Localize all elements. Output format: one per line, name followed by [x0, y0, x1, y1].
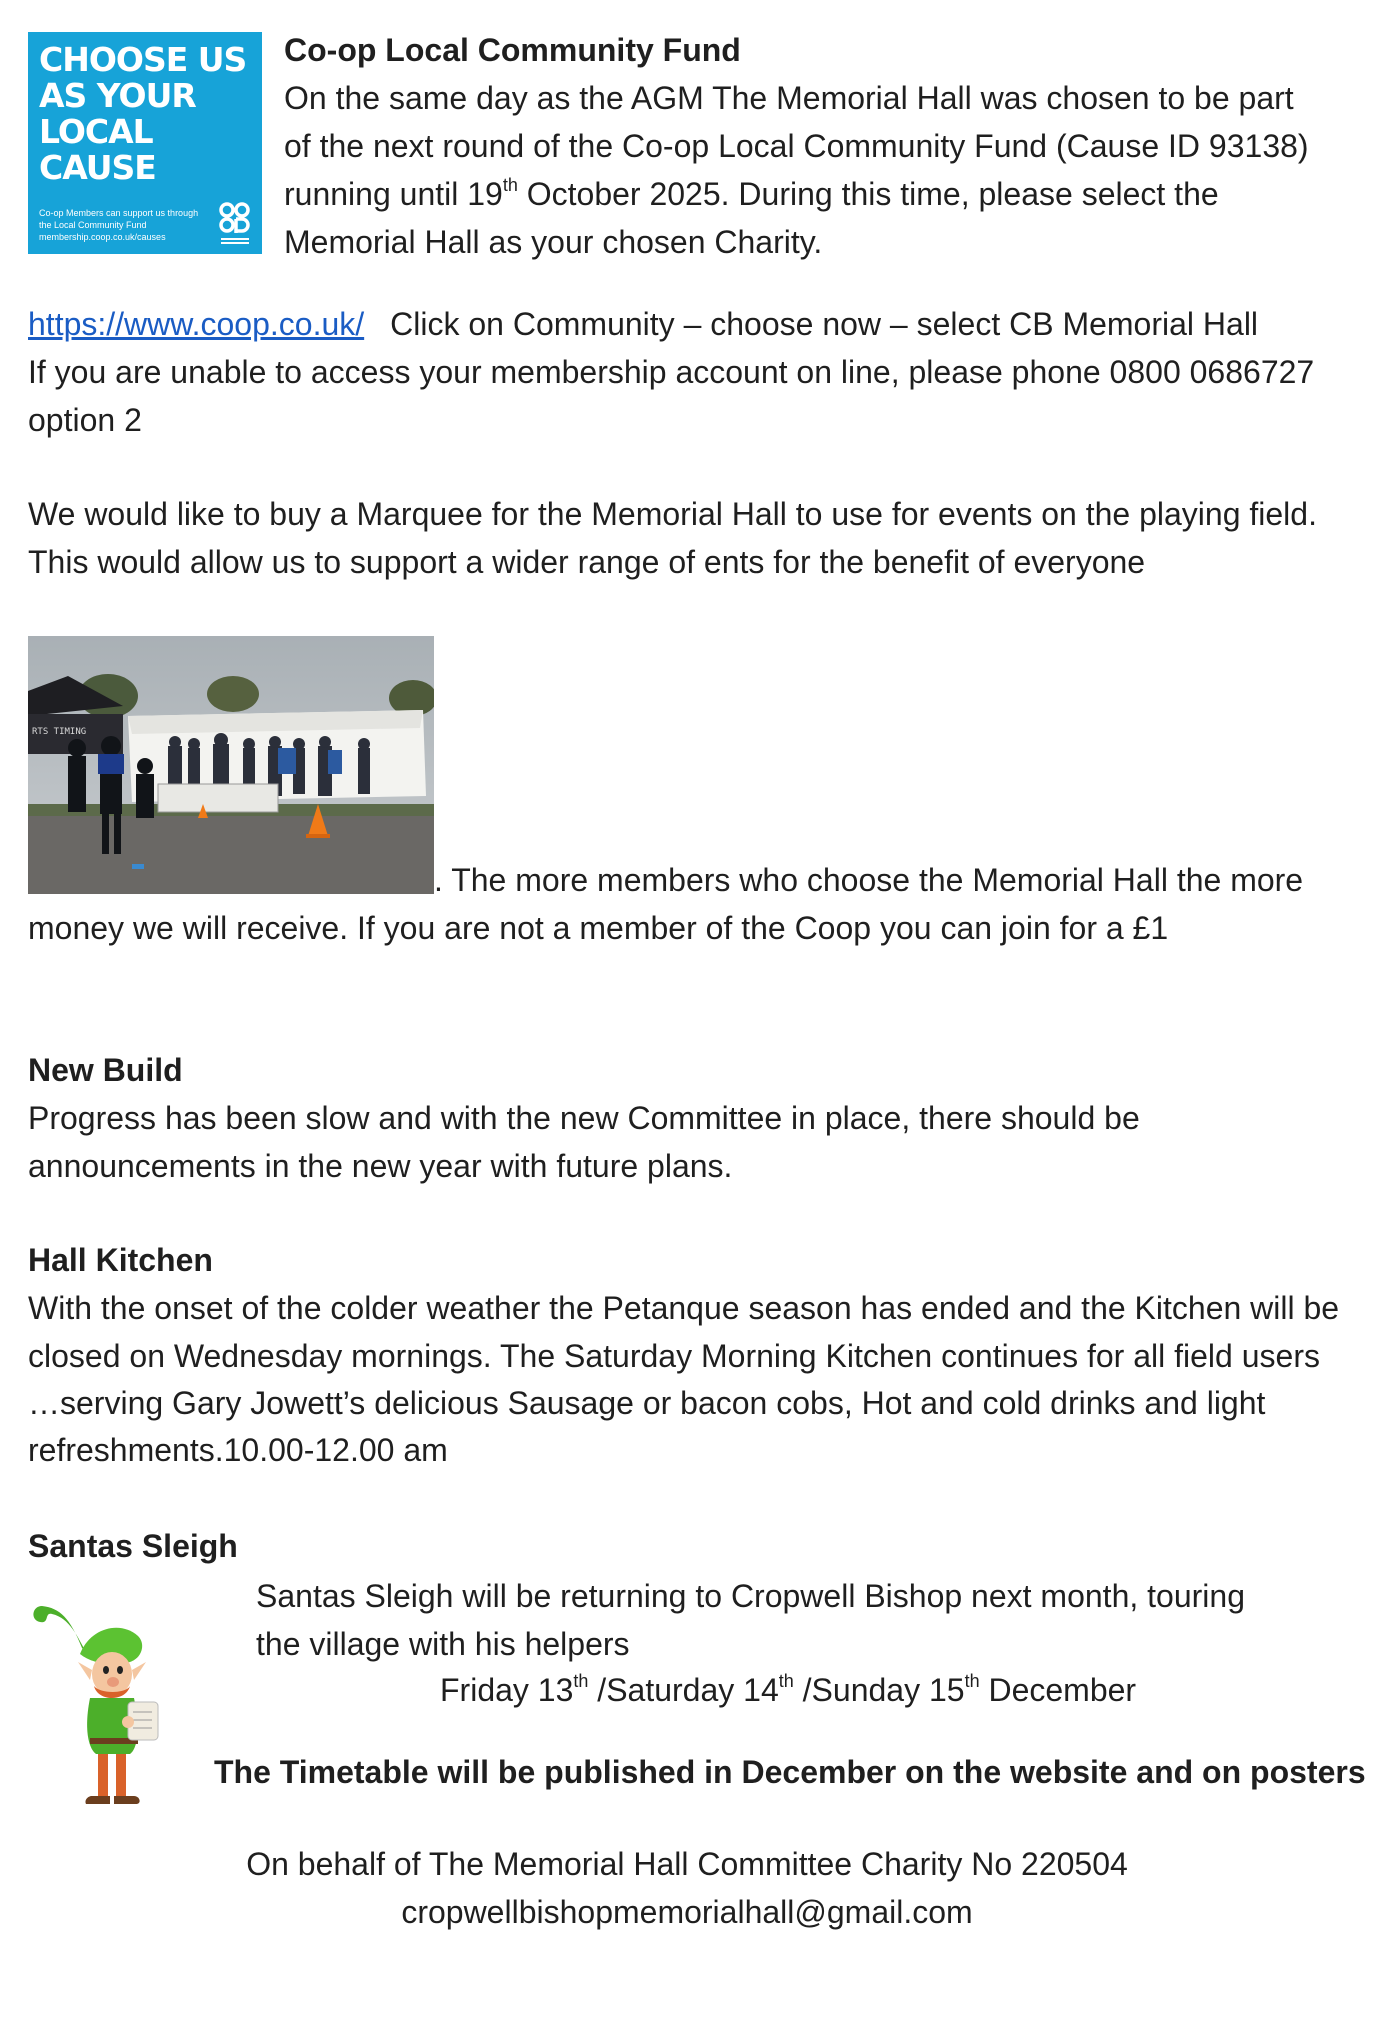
marquee-event-photo [28, 636, 434, 894]
new-build-line-1: Progress has been slow and with the new Committee in place, there should be [28, 1100, 1140, 1136]
new-build-title: New Build [28, 1052, 183, 1088]
coop-fund-title: Co-op Local Community Fund [284, 32, 741, 68]
marquee-line-2: This would allow us to support a wider range of ents for the benefit of everyone [28, 544, 1146, 580]
hall-kitchen-line-3: …serving Gary Jowett’s delicious Sausage or bacon cobs, Hot and cold drinks and light [28, 1385, 1266, 1421]
phone-line-2: option 2 [28, 402, 142, 438]
badge-small-text: Co-op Members can support us through the Local Community Fund membership.coop.co.uk/causes [39, 208, 199, 242]
coop-local-cause-badge [28, 32, 262, 254]
coop-website-link[interactable]: https://www.coop.co.uk/ [28, 306, 365, 342]
phone-line-1: If you are unable to access your membership account on line, please phone 0800 0686727 [28, 354, 1315, 390]
coop-para-line-4: Memorial Hall as your chosen Charity. [284, 224, 823, 260]
join-line: money we will receive. If you are not a member of the Coop you can join for a £1 [28, 910, 1169, 946]
photo-banner-text: RTS TIMING [32, 727, 87, 737]
footer-email-line [0, 1888, 1394, 1936]
footer-charity-line: On behalf of The Memorial Hall Committee Charity No 220504 [246, 1846, 1128, 1882]
coop-link-line: https://www.coop.co.uk/ Click on Community – choose now – select CB Memorial Hall [28, 306, 1259, 342]
coop-para-line-2: of the next round of the Co-op Local Community Fund (Cause ID 93138) [284, 128, 1309, 164]
santa-line-2: the village with his helpers [256, 1626, 630, 1662]
hall-kitchen-line-4: refreshments.10.00-12.00 am [28, 1432, 448, 1468]
hall-kitchen-line-2: closed on Wednesday mornings. The Saturday Morning Kitchen continues for all field users [28, 1338, 1320, 1374]
santa-dates: Friday 13th /Saturday 14th /Sunday 15th December [440, 1671, 1137, 1708]
hall-kitchen-title: Hall Kitchen [28, 1242, 213, 1278]
santa-line-1: Santas Sleigh will be returning to Cropwell Bishop next month, touring [256, 1578, 1245, 1614]
photo-caption-line: . The more members who choose the Memorial Hall the more [434, 862, 1304, 898]
elf-illustration [30, 1578, 200, 1822]
new-build-line-2: announcements in the new year with future plans. [28, 1148, 733, 1184]
footer-email: cropwellbishopmemorialhall@gmail.com [401, 1894, 973, 1930]
marquee-line-1: We would like to buy a Marquee for the Memorial Hall to use for events on the playing field. [28, 496, 1317, 532]
santas-sleigh-title: Santas Sleigh [28, 1528, 238, 1564]
santa-timetable-note: The Timetable will be published in December on the website and on posters [214, 1754, 1366, 1790]
coop-para-line-1: On the same day as the AGM The Memorial Hall was chosen to be part [284, 80, 1294, 116]
hall-kitchen-line-1: With the onset of the colder weather the Petanque season has ended and the Kitchen will be [28, 1290, 1340, 1326]
coop-logo-icon [219, 202, 251, 246]
coop-para-line-3: running until 19th October 2025. During this time, please select the [284, 175, 1219, 212]
badge-heading: CHOOSE US AS YOUR LOCAL CAUSE [39, 40, 247, 187]
